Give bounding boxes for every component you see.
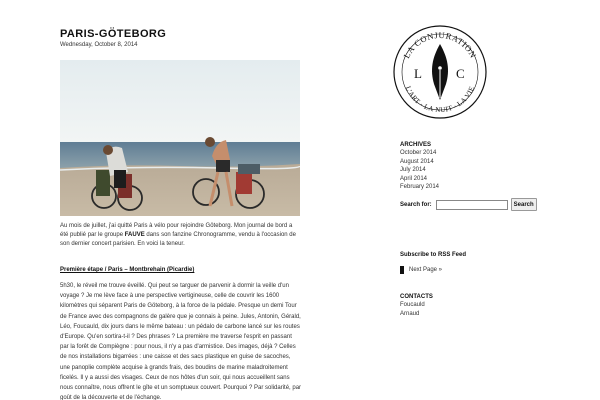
archive-link[interactable]: April 2014 bbox=[400, 175, 428, 182]
archive-link[interactable]: July 2014 bbox=[400, 167, 426, 174]
intro-text-1: Au mois de juillet, j'ai quitté Paris à vélo pour rejoindre Göteborg. Mon journal de bord a été publié par le groupe bbox=[60, 223, 293, 238]
archive-link[interactable]: October 2014 bbox=[400, 150, 437, 156]
post-intro bbox=[60, 222, 302, 249]
search-form bbox=[400, 198, 537, 211]
contact-link[interactable]: Arnaud bbox=[400, 310, 420, 317]
archive-link[interactable]: August 2014 bbox=[400, 158, 434, 165]
archives-title: ARCHIVES bbox=[400, 142, 432, 148]
intro-text-2: dans son fanzine Chronogramme, vendu à l'occasion de son dernier concert parisien. En voici la teneur. bbox=[60, 232, 296, 247]
contacts-widget bbox=[400, 294, 550, 318]
next-page-link[interactable]: Next Page » bbox=[409, 267, 443, 273]
post-body: 5h30, le réveil me trouve éveillé. Qui peut se targuer de parvenir à dormir la veille d'un voyage ? Je me lève face à une perspective vertigineuse, celle de couvrir les 1600 kilomètres qui séparent Paris de Göteborg, à la force de la pédale. Presque un demi Tour de France avec des compagnons de galère que je connais à peine. Jules, Antonin, Gérald, Léo, Foucauld, dix jours dans le même bateau : un pédalo de carbone lancé sur les routes d'Europe. Qu'en sortira-t-il ? Des phrases ? La première me traverse l'esprit en passant par la forêt de Compiègne : pour nous, il n'y a pas d'armistice. Des images, déjà ? Celles de nos installations bigarrées : une caisse et des sacs plastique en guise de sacoches, une panoplie complète acquise à grands frais, des boudins de marine maladroitement ficelés. Il y a aussi des visages. Ceux de nos hôtes d'un soir, qui nous accueillent sans nous connaître, nous offrent le gîte et un somptueux couvert. Pourquoi ? Par solidarité, par goût de la découverte et de l'échange. bbox=[60, 283, 302, 400]
contacts-title: CONTACTS bbox=[400, 294, 433, 300]
logo-top-text: LA CONJURATION bbox=[401, 29, 479, 60]
site-logo[interactable] bbox=[392, 24, 488, 120]
section-link-first-stage[interactable]: Première étape / Paris – Montbrehain (Picardie) bbox=[60, 267, 195, 273]
intro-bold-fauve: FAUVE bbox=[124, 232, 145, 238]
archives-widget bbox=[400, 142, 550, 192]
search-button[interactable]: Search bbox=[511, 198, 537, 211]
post-date: Wednesday, October 8, 2014 bbox=[60, 42, 138, 48]
contact-link[interactable]: Foucauld bbox=[400, 302, 425, 308]
search-input[interactable] bbox=[436, 200, 508, 210]
rss-widget bbox=[400, 252, 550, 258]
rss-subscribe-link[interactable]: Subscribe to RSS Feed bbox=[400, 252, 467, 258]
next-page-bar-icon bbox=[400, 266, 404, 274]
post-title[interactable]: PARIS-GÖTEBORG bbox=[60, 28, 167, 40]
archive-link[interactable]: February 2014 bbox=[400, 184, 440, 191]
search-label: Search for: bbox=[400, 201, 432, 208]
contacts-list bbox=[400, 301, 550, 318]
logo-letter-c: C bbox=[456, 66, 465, 81]
post-header bbox=[60, 28, 302, 48]
archives-list bbox=[400, 149, 550, 192]
logo-bottom-text: L'ART · LA NUIT · LA VIE bbox=[403, 85, 477, 115]
next-page-nav bbox=[400, 266, 442, 274]
logo-letter-l: L bbox=[414, 66, 422, 81]
post-photo bbox=[60, 60, 300, 216]
